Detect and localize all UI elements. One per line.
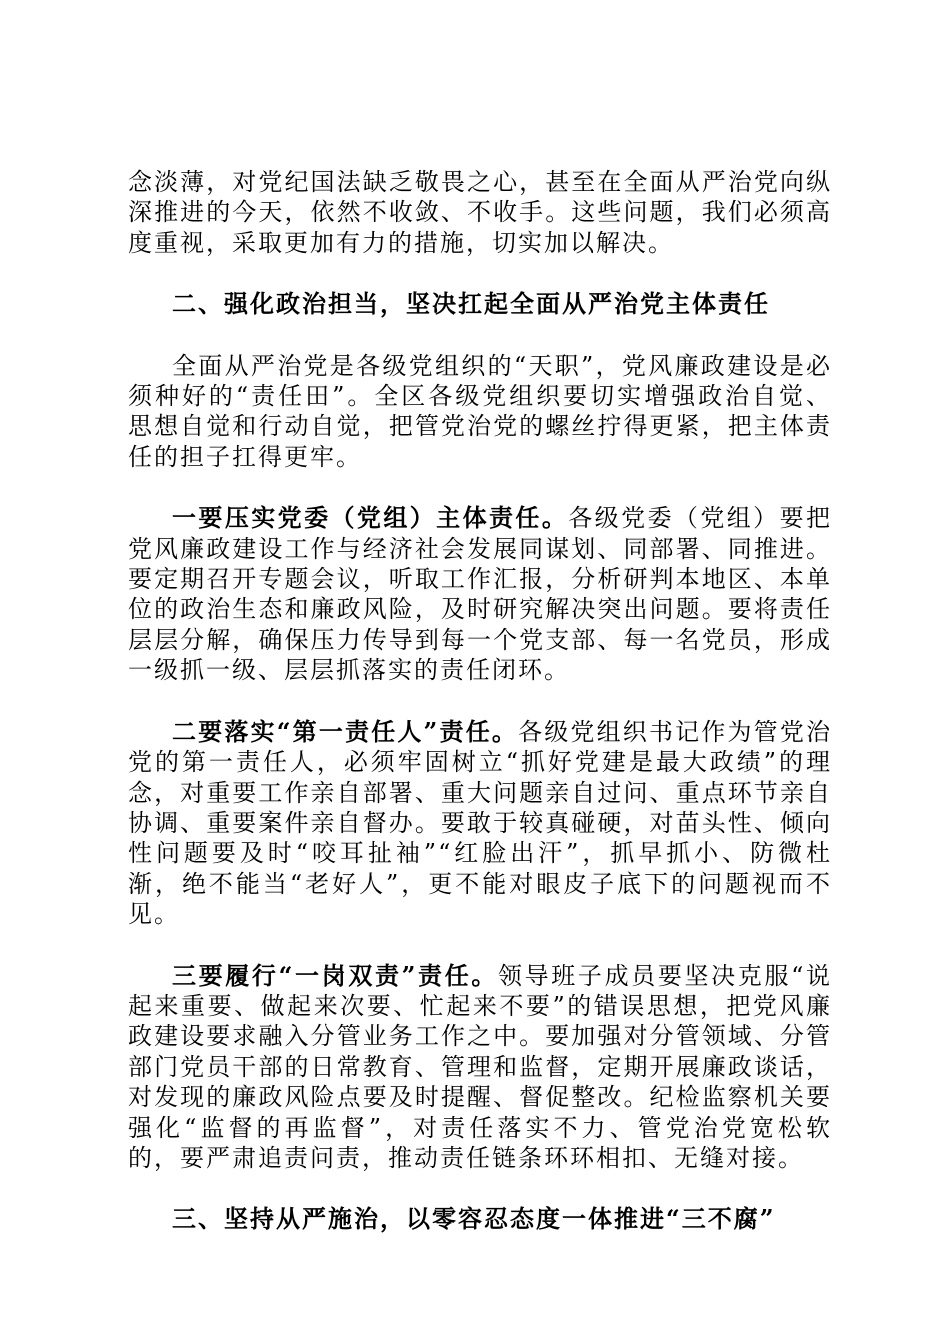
section-heading-3: 三、坚持从严施治，以零容忍态度一体推进“三不腐” — [172, 1204, 776, 1234]
point-2-body: 各级党组织书记作为管党治党的第一责任人，必须牢固树立“抓好党建是最大政绩”的理念，对重要工作亲自部署、重大问题亲自过问、重点环节亲自协调、重要案件亲自督办。要敢于较真碰硬，对苗头性、倾向性问题要及时“咬耳扯袖”“红脸出汗”，抓早抓小、防微杜渐，绝不能当“老好人”，更不能对眼皮子底下的问题视而不见。 — [128, 717, 833, 929]
point-1-lead: 一要压实党委（党组）主体责任。 — [172, 503, 569, 533]
point-2-lead: 二要落实“第一责任人”责任。 — [172, 716, 519, 746]
point-1-body: 各级党委（党组）要把党风廉政建设工作与经济社会发展同谋划、同部署、同推进。要定期召开专题会议，听取工作汇报，分析研判本地区、本单位的政治生态和廉政风险，及时研究解决突出问题。要将责任层层分解，确保压力传导到每一个党支部、每一名党员，形成一级抓一级、层层抓落实的责任闭环。 — [128, 504, 832, 685]
document-page — [128, 167, 832, 1235]
point-3-lead: 三要履行“一岗双责”责任。 — [172, 960, 498, 990]
paragraph-point-1 — [128, 503, 832, 685]
point-3-body: 领导班子成员要坚决克服“说起来重要、做起来次要、忙起来不要”的错误思想，把党风廉政建设要求融入分管业务工作之中。要加强对分管领域、分管部门党员干部的日常教育、管理和监督，定期开展廉政谈话，对发现的廉政风险点要及时提醒、督促整改。纪检监察机关要强化“监督的再监督”，对责任落实不力、管党治党宽松软的，要严肃追责问责，推动责任链条环环相扣、无缝对接。 — [128, 961, 833, 1172]
paragraph-point-2 — [128, 717, 832, 930]
paragraph-intro: 全面从严治党是各级党组织的“天职”，党风廉政建设是必须种好的“责任田”。全区各级党组织要切实增强政治自觉、思想自觉和行动自觉，把管党治党的螺丝拧得更紧，把主体责任的担子扛得更牢。 — [128, 351, 832, 471]
paragraph-point-3 — [128, 961, 832, 1174]
section-heading-2: 二、强化政治担当，坚决扛起全面从严治党主体责任 — [172, 289, 770, 319]
paragraph-continuation: 念淡薄，对党纪国法缺乏敬畏之心，甚至在全面从严治党向纵深推进的今天，依然不收敛、不收手。这些问题，我们必须高度重视，采取更加有力的措施，切实加以解决。 — [128, 168, 832, 257]
